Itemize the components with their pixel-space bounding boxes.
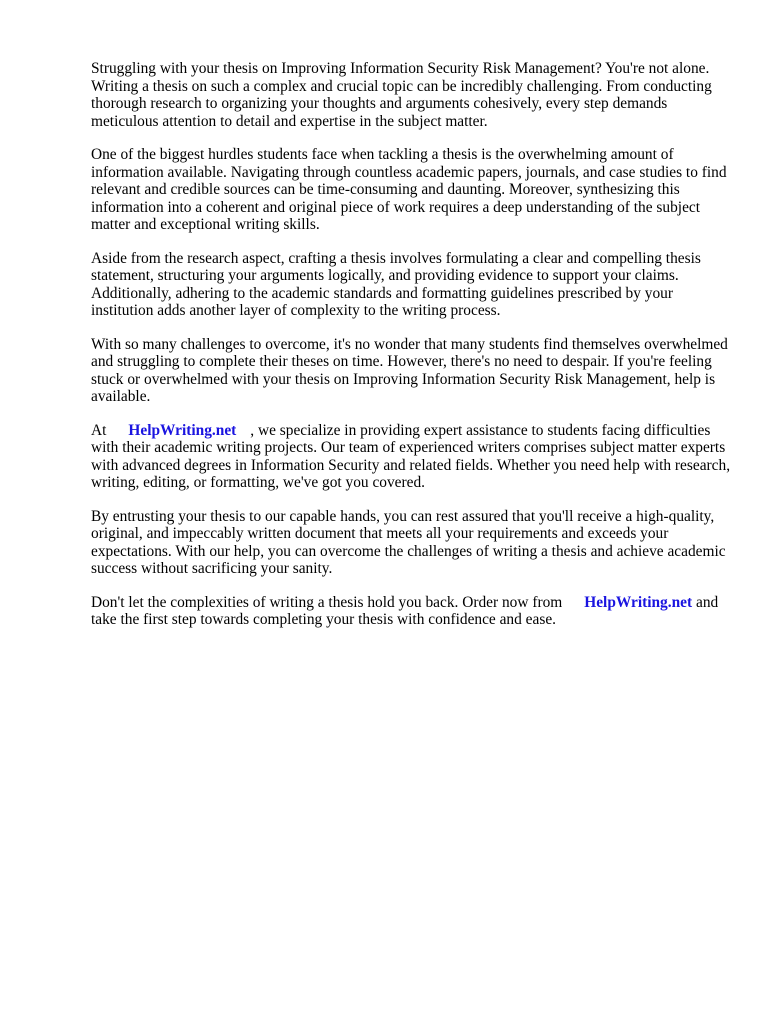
service-intro-lead: At	[91, 421, 107, 439]
paragraph-service-intro	[91, 422, 731, 492]
paragraph-research-hurdles: One of the biggest hurdles students face when tackling a thesis is the overwhelming amount of information available. Navigating through countless academic papers, journals, and case studies to find relevant and credible sources can be time-consuming and daunting. Moreover, synthesizing this information into a coherent and original piece of work requires a deep understanding of the subject matter and exceptional writing skills.	[91, 146, 727, 233]
paragraph-assurance: By entrusting your thesis to our capable hands, you can rest assured that you'll receive a high-quality, original, and impeccably written document that meets all your requirements and exceeds your expectations. With our help, you can overcome the challenges of writing a thesis and achieve academic success without sacrificing your sanity.	[91, 507, 726, 577]
document-body	[91, 60, 731, 645]
cta-text: and take the first step towards completing your thesis with confidence and ease.	[91, 593, 719, 628]
paragraph-crafting-thesis: Aside from the research aspect, crafting a thesis involves formulating a clear and compelling thesis statement, structuring your arguments logically, and providing evidence to support your claims. Additionally, adhering to the academic standards and formatting guidelines prescribed by your institution adds another layer of complexity to the writing process.	[91, 249, 701, 319]
paragraph-intro: Struggling with your thesis on Improving Information Security Risk Management? You're not alone. Writing a thesis on such a complex and crucial topic can be incredibly challenging. From conducting thorough research to organizing your thoughts and arguments cohesively, every step demands meticulous attention to detail and expertise in the subject matter.	[91, 60, 712, 130]
paragraph-call-to-action	[91, 594, 731, 629]
service-intro-text: , we specialize in providing expert assistance to students facing difficulties with their academic writing projects. Our team of experienced writers comprises subject matter experts with advanced degrees in Information Security and related fields. Whether you need help with research, writing, editing, or formatting, we've got you covered.	[91, 421, 731, 491]
helpwriting-order-link[interactable]: HelpWriting.net	[584, 593, 693, 611]
cta-lead: Don't let the complexities of writing a thesis hold you back. Order now from	[91, 593, 563, 611]
paragraph-help-available: With so many challenges to overcome, it's no wonder that many students find themselves overwhelmed and struggling to complete their theses on time. However, there's no need to despair. If you're feeling stuck or overwhelmed with your thesis on Improving Information Security Risk Management, help is available.	[91, 335, 728, 405]
helpwriting-link[interactable]: HelpWriting.net	[128, 421, 237, 439]
